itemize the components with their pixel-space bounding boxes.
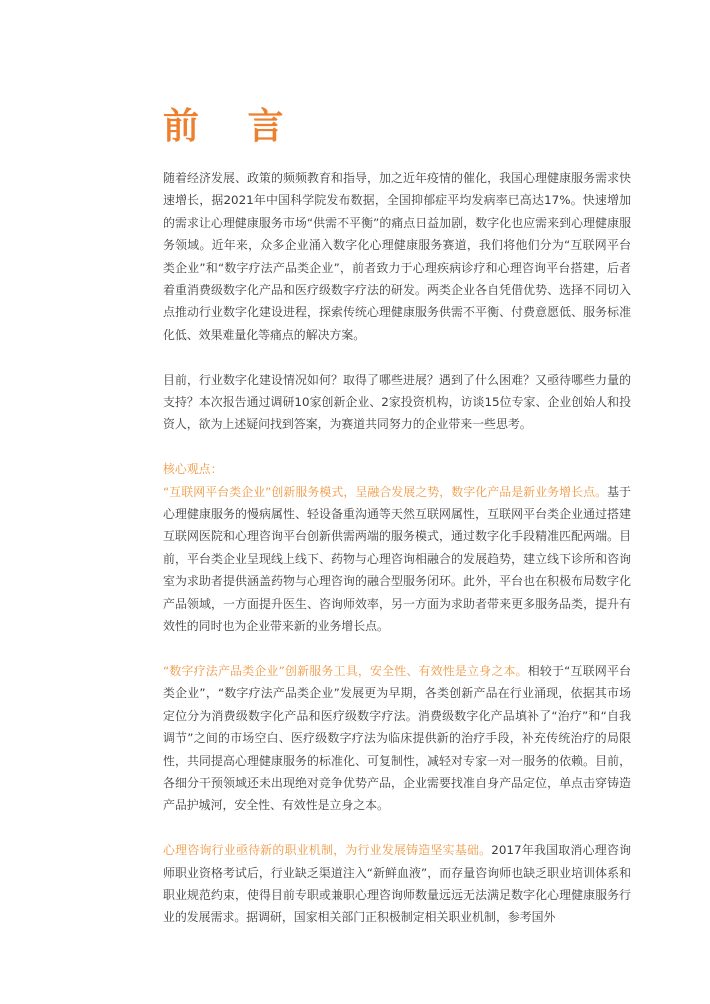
platform-enterprise-text: 基于心理健康服务的慢病属性、轻设备重沟通等天然互联网属性，互联网平台类企业通过搭建互联网医院和心理咨询平台创新供需两端的服务模式，通过数字化手段精准匹配两端。目前，平台类企业呈现线上线下、药物与心理咨询相融合的发展趋势，建立线下诊所和咨询室为求助者提供涵盖药物与心理咨询的融合型服务闭环。此外，平台也在积极布局数字化产品领域，一方面提升医生、咨询师效率，另一方面为求助者带来更多服务品类，提升有效性的同时也为企业带来新的业务增长点。	[163, 484, 631, 634]
counseling-mechanism-heading: 心理咨询行业亟待新的职业机制，为行业发展铸造坚实基础。	[163, 843, 492, 858]
core-views-label: 核心观点：	[163, 462, 223, 477]
paragraph-spacer	[163, 817, 631, 839]
page-title: 前 言	[163, 106, 302, 147]
paragraph-spacer	[163, 436, 631, 458]
questions-paragraph: 目前，行业数字化建设情况如何？取得了哪些进展？遇到了什么困难？又亟待哪些力量的支持？本次报告通过调研10家创新企业、2家投资机构，访谈15位专家、企业创始人和投资人，欲为上述疑问找到答案，为赛道共同努力的企业带来一些思考。	[163, 372, 631, 432]
digital-therapy-heading: “数字疗法产品类企业”创新服务工具，安全性、有效性是立身之本。	[163, 663, 528, 678]
digital-therapy-section	[163, 660, 631, 817]
paragraph-spacer	[163, 346, 631, 368]
core-views-section	[163, 458, 631, 637]
digital-therapy-text: 相较于“互联网平台类企业”，“数字疗法产品类企业”发展更为早期，各类创新产品在行业涌现，依据其市场定位分为消费级数字化产品和医疗级数字疗法。消费级数字化产品填补了“治疗”和“自我调节”之间的市场空白、医疗级数字疗法为临床提供新的治疗手段，补充传统治疗的局限性，共同提高心理健康服务的标准化、可复制性，减轻对专家一对一服务的依赖。目前，各细分干预领域还未出现绝对竞争优势产品，企业需要找准自身产品定位，单点击穿铸造产品护城河，安全性、有效性是立身之本。	[163, 663, 631, 813]
counseling-mechanism-text: 2017年我国取消心理咨询师职业资格考试后，行业缺乏渠道注入“新鲜血液”，而存量咨询师也缺乏职业培训体系和职业规范约束，使得目前专职或兼职心理咨询师数量远远无法满足数字化心理健康服务行业的发展需求。据调研，国家相关部门正积极制定相关职业机制，参考国外	[163, 843, 631, 925]
paragraph-spacer	[163, 638, 631, 660]
counseling-mechanism-section	[163, 839, 631, 929]
preface-body	[163, 167, 631, 929]
intro-paragraph: 随着经济发展、政策的频频教育和指导，加之近年疫情的催化，我国心理健康服务需求快速增长，据2021年中国科学院发布数据，全国抑郁症平均发病率已高达17%。快速增加的需求让心理健康服务市场“供需不平衡”的痛点日益加剧，数字化也应需来到心理健康服务领域。近年来，众多企业涌入数字化心理健康服务赛道，我们将他们分为“互联网平台类企业”和“数字疗法产品类企业”，前者致力于心理疾病诊疗和心理咨询平台搭建，后者着重消费级数字化产品和医疗级数字疗法的研发。两类企业各自凭借优势、选择不同切入点推动行业数字化建设进程，探索传统心理健康服务供需不平衡、付费意愿低、服务标准化低、效果难量化等痛点的解决方案。	[163, 171, 631, 342]
platform-enterprise-heading: “互联网平台类企业”创新服务模式，呈融合发展之势，数字化产品是新业务增长点。	[163, 484, 608, 499]
